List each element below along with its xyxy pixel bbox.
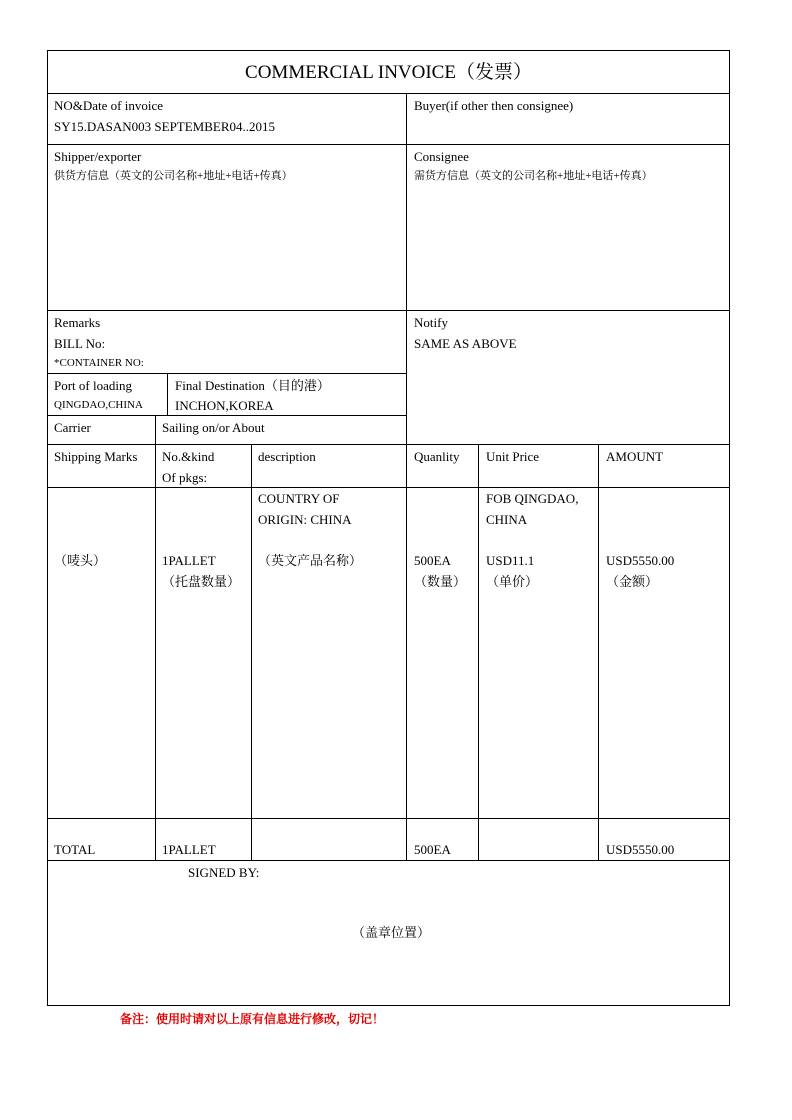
rule-mid [406,93,407,860]
header-quantity: Quanlity [414,449,460,464]
loading-value: QINGDAO,CHINA [54,399,143,411]
invoice-label: NO&Date of invoice [54,98,164,113]
bill-label: BILL No: [54,336,106,351]
total-amount: USD5550.00 [606,842,675,857]
fob-line-1: FOB QINGDAO, [486,491,579,506]
rule-parties [47,310,730,311]
header-description: description [258,449,316,464]
footer-note: 备注：使用时请对以上原有信息进行修改，切记！ [120,1012,385,1026]
invoice-frame [47,50,730,1006]
shipper-hint: 供货方信息（英文的公司名称+地址+电话+传真） [54,170,293,182]
header-unit-price: Unit Price [486,449,540,464]
rule-col-kind [251,444,252,860]
signed-by-label: SIGNED BY: [188,865,260,880]
rule-title [47,93,730,94]
rule-col-qty [478,444,479,860]
rule-items [47,818,730,819]
buyer-label: Buyer(if other then consignee) [414,98,574,113]
origin-line-2: ORIGIN: CHINA [258,512,352,527]
item-marks: （唛头） [54,553,107,568]
notify-label: Notify [414,315,448,330]
rule-invoice [47,144,730,145]
consignee-label: Consignee [414,149,469,164]
total-quantity: 500EA [414,842,451,857]
invoice-value: SY15.DASAN003 SEPTEMBER04..2015 [54,119,276,134]
total-label: TOTAL [54,842,96,857]
consignee-hint: 需货方信息（英文的公司名称+地址+电话+传真） [414,170,653,182]
item-unit-price-hint: （单价） [486,574,539,589]
stamp-position: （盖章位置） [352,925,431,940]
header-kind-sub: Of pkgs: [162,470,208,485]
item-amount-hint: （金额） [606,574,659,589]
rule-col-marks [155,444,156,860]
rule-headers [47,487,730,488]
header-marks: Shipping Marks [54,449,138,464]
shipper-label: Shipper/exporter [54,149,142,164]
origin-line-1: COUNTRY OF [258,491,340,506]
sailing-label: Sailing on/or About [162,420,265,435]
rule-carrier-split [155,415,156,444]
rule-total [47,860,730,861]
item-amount: USD5550.00 [606,553,675,568]
rule-col-price [598,444,599,860]
container-label: *CONTAINER NO: [54,357,144,369]
item-description: （英文产品名称） [258,553,363,568]
rule-carrier [47,444,730,445]
remarks-label: Remarks [54,315,101,330]
header-kind: No.&kind [162,449,215,464]
carrier-label: Carrier [54,420,91,435]
total-pkgs: 1PALLET [162,842,216,857]
page-title: COMMERCIAL INVOICE（发票） [245,62,532,83]
rule-port-split [167,373,168,415]
destination-value: INCHON,KOREA [175,398,274,413]
notify-value: SAME AS ABOVE [414,336,517,351]
item-quantity-hint: （数量） [414,574,467,589]
header-amount: AMOUNT [606,449,664,464]
item-pkgs-hint: （托盘数量） [162,574,241,589]
fob-line-2: CHINA [486,512,528,527]
loading-label: Port of loading [54,378,132,393]
item-unit-price: USD11.1 [486,553,535,568]
destination-label: Final Destination（目的港） [175,378,330,393]
item-quantity: 500EA [414,553,451,568]
item-pkgs: 1PALLET [162,553,216,568]
